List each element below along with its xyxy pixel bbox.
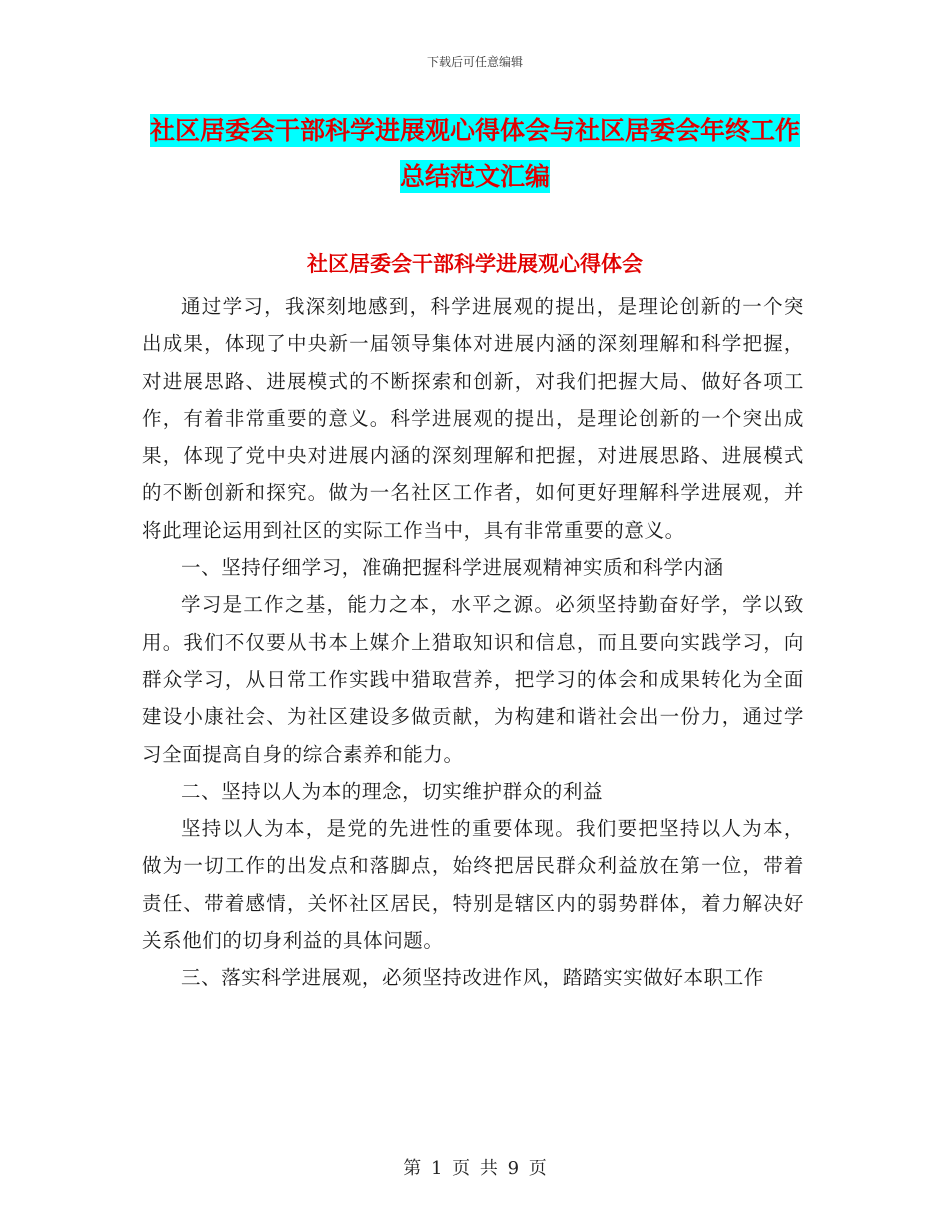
page-footer-page-number: 第 1 页 共 9 页 [403,1158,547,1179]
paragraph-people-first: 坚持以人为本，是党的先进性的重要体现。我们要把坚持以人为本，做为一切工作的出发点和落脚点，始终把居民群众利益放在第一位，带着责任、带着感情，关怀社区居民，特别是辖区内的弱势群体，着力解决好关系他们的切身利益的具体问题。 [142,817,804,953]
document-title-text: 社区居委会干部科学进展观心得体会与社区居委会年终工作总结范文汇编 [150,116,801,191]
paragraph-study: 学习是工作之基，能力之本，水平之源。必须坚持勤奋好学，学以致用。我们不仅要从书本上媒介上猎取知识和信息，而且要向实践学习，向群众学习，从日常工作实践中猎取营养，把学习的体会和成果转化为全面建设小康社会、为社区建设多做贡献，为构建和谐社会出一份力，通过学习全面提高自身的综合素养和能力。 [142,593,804,766]
paragraph-heading-1: 一、坚持仔细学习，准确把握科学进展观精神实质和科学内涵 [181,556,724,580]
section-title: 社区居委会干部科学进展观心得体会 [307,252,643,276]
page-header-note: 下载后可任意编辑 [426,55,523,69]
paragraph-intro: 通过学习，我深刻地感到，科学进展观的提出，是理论创新的一个突出成果，体现了中央新一届领导集体对进展内涵的深刻理解和科学把握，对进展思路、进展模式的不断探索和创新，对我们把握大局、做好各项工作，有着非常重要的意义。科学进展观的提出，是理论创新的一个突出成果，体现了党中央对进展内涵的深刻理解和把握，对进展思路、进展模式的不断创新和探究。做为一名社区工作者，如何更好理解科学进展观，并将此理论运用到社区的实际工作当中，具有非常重要的意义。 [142,295,804,542]
document-body [142,288,804,997]
document-title [150,108,800,200]
paragraph-heading-2: 二、坚持以人为本的理念，切实维护群众的利益 [181,779,604,803]
paragraph-heading-3: 三、落实科学进展观，必须坚持改进作风，踏踏实实做好本职工作 [181,966,764,990]
